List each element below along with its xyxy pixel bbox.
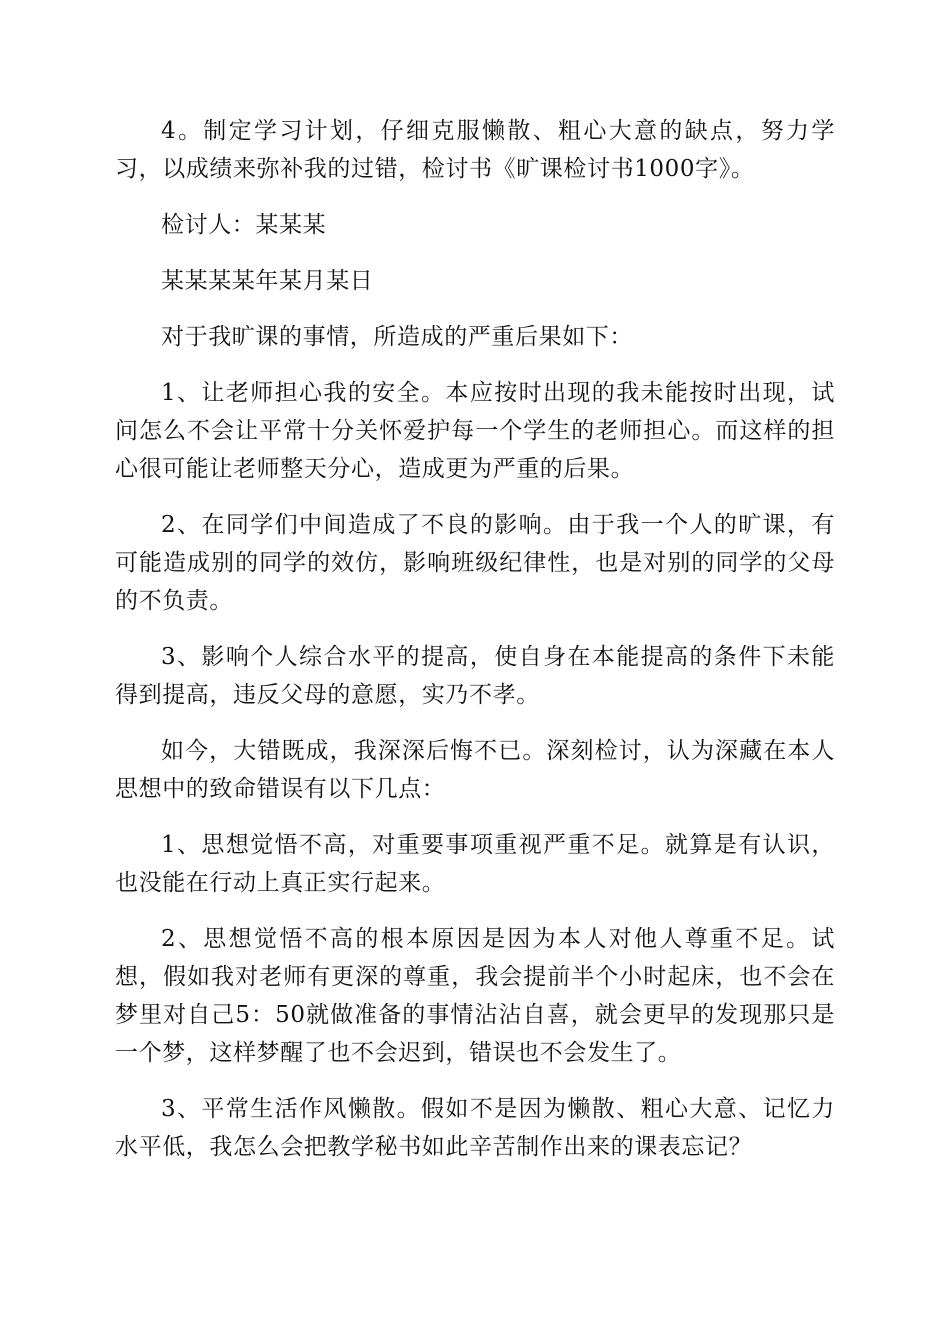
paragraph-consequence-2: 2、在同学们中间造成了不良的影响。由于我一个人的旷课，有可能造成别的同学的效仿，影响班级纪律性，也是对别的同学的父母的不负责。 [115, 512, 835, 614]
paragraph-error-2: 2、思想觉悟不高的根本原因是因为本人对他人尊重不足。试想，假如我对老师有更深的尊重，我会提前半个小时起床，也不会在梦里对自己5：50就做准备的事情沾沾自喜，就会更早的发现那只是一个梦，这样梦醒了也不会迟到，错误也不会发生了。 [115, 926, 835, 1066]
paragraph-errors-intro: 如今，大错既成，我深深后悔不已。深刻检讨，认为深藏在本人思想中的致命错误有以下几点： [115, 738, 835, 802]
document-body [115, 112, 835, 1184]
paragraph-date: 某某某某年某月某日 [161, 268, 374, 294]
paragraph-consequence-1: 1、让老师担心我的安全。本应按时出现的我未能按时出现，试问怎么不会让平常十分关怀爱护每一个学生的老师担心。而这样的担心很可能让老师整天分心，造成更为严重的后果。 [115, 380, 835, 482]
paragraph-error-3: 3、平常生活作风懒散。假如不是因为懒散、粗心大意、记忆力水平低，我怎么会把教学秘书如此辛苦制作出来的课表忘记？ [115, 1096, 835, 1160]
paragraph-consequence-3: 3、影响个人综合水平的提高，使自身在本能提高的条件下未能得到提高，违反父母的意愿，实乃不孝。 [115, 644, 835, 708]
paragraph-signer: 检讨人：某某某 [161, 212, 327, 238]
paragraph-consequences-intro: 对于我旷课的事情，所造成的严重后果如下： [161, 324, 633, 350]
paragraph-error-1: 1、思想觉悟不高，对重要事项重视严重不足。就算是有认识，也没能在行动上真正实行起来。 [115, 832, 835, 896]
paragraph-study-plan: 4。制定学习计划，仔细克服懒散、粗心大意的缺点，努力学习，以成绩来弥补我的过错，检讨书《旷课检讨书1000字》。 [115, 118, 835, 182]
